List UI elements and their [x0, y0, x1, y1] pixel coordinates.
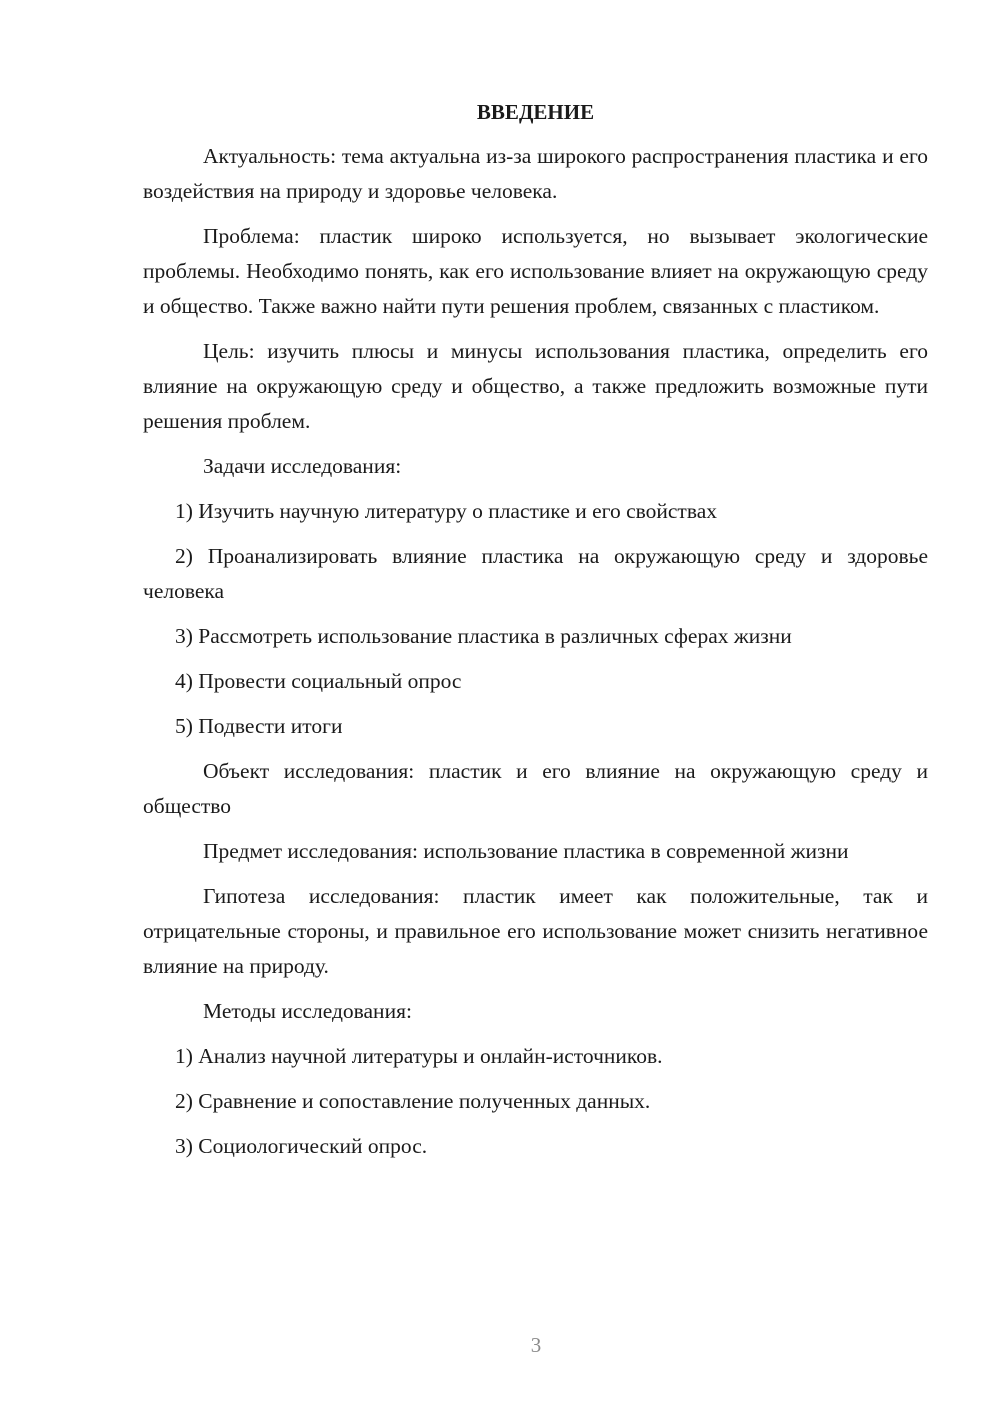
- methods-title: Методы исследования:: [203, 999, 412, 1023]
- method-item: 1) Анализ научной литературы и онлайн-источников.: [175, 1044, 663, 1068]
- tasks-title: Задачи исследования:: [203, 454, 402, 478]
- method-item: 2) Сравнение и сопоставление полученных данных.: [175, 1089, 651, 1113]
- object-paragraph: Объект исследования: пластик и его влияние на окружающую среду и общество: [143, 759, 928, 818]
- page-number: 3: [530, 1333, 542, 1357]
- goal-paragraph: Цель: изучить плюсы и минусы использования пластика, определить его влияние на окружающую среду и общество, а также предложить возможные пути решения проблем.: [143, 339, 928, 433]
- hypothesis-paragraph: Гипотеза исследования: пластик имеет как положительные, так и отрицательные стороны, и правильное его использование может снизить негативное влияние на природу.: [143, 884, 928, 978]
- actuality-paragraph: Актуальность: тема актуальна из-за широкого распространения пластика и его воздействия на природу и здоровье человека.: [143, 144, 928, 203]
- task-item: 4) Провести социальный опрос: [175, 669, 462, 693]
- method-item: 3) Социологический опрос.: [175, 1134, 428, 1158]
- task-item: 1) Изучить научную литературу о пластике и его свойствах: [175, 499, 717, 523]
- task-item: 5) Подвести итоги: [175, 714, 343, 738]
- subject-paragraph: Предмет исследования: использование пластика в современной жизни: [203, 839, 849, 863]
- page-content: [143, 97, 928, 1174]
- problem-paragraph: Проблема: пластик широко используется, но вызывает экологические проблемы. Необходимо понять, как его использование влияет на окружающую среду и общество. Также важно найти пути решения проблем, связанных с пластиком.: [143, 224, 928, 318]
- task-item: 2) Проанализировать влияние пластика на окружающую среду и здоровье человека: [143, 544, 928, 603]
- task-item: 3) Рассмотреть использование пластика в различных сферах жизни: [175, 624, 792, 648]
- section-heading: ВВЕДЕНИЕ: [476, 100, 595, 124]
